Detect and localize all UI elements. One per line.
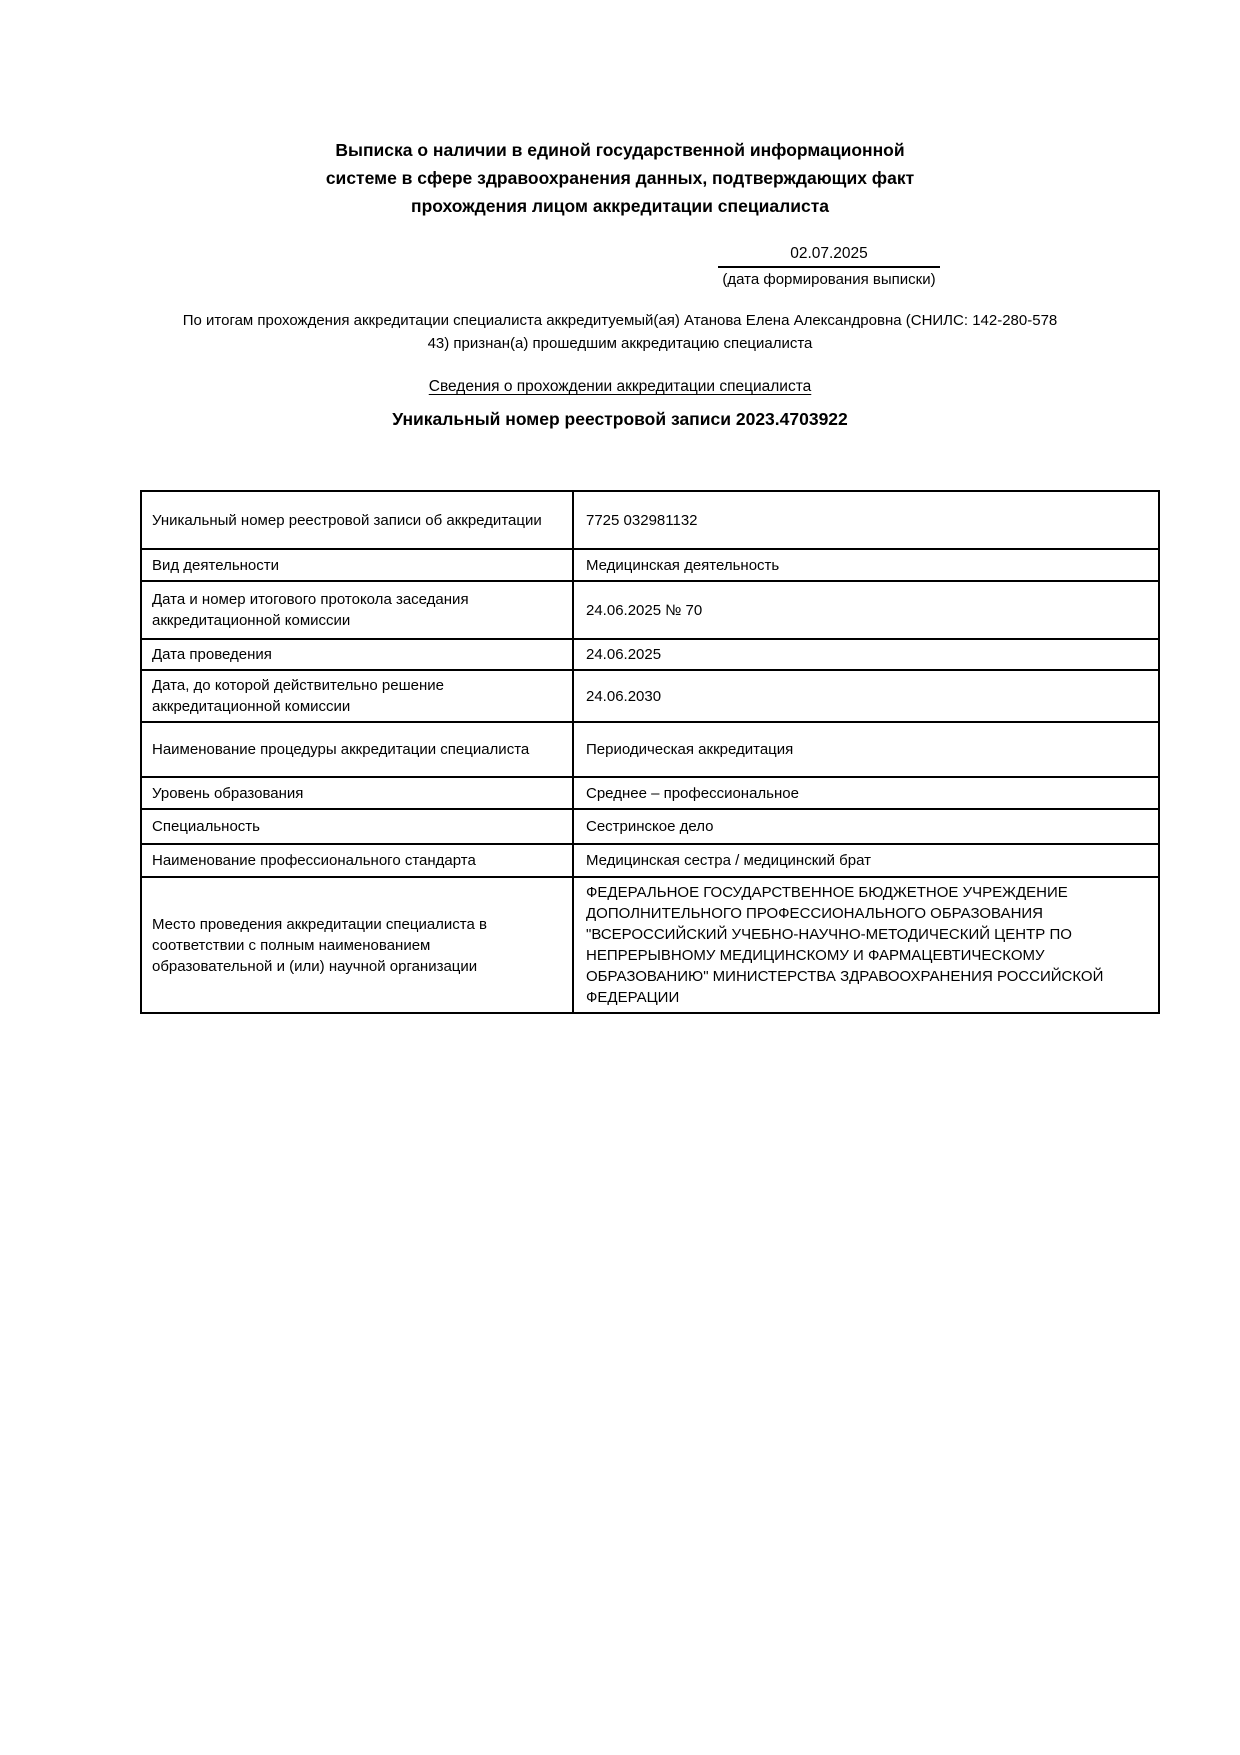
row-label: Вид деятельности xyxy=(141,549,573,581)
row-value: 24.06.2025 № 70 xyxy=(573,581,1159,639)
table-row xyxy=(141,581,1159,639)
table-row xyxy=(141,639,1159,670)
table-row xyxy=(141,809,1159,844)
table-row xyxy=(141,877,1159,1013)
row-label: Дата проведения xyxy=(141,639,573,670)
row-label: Дата, до которой действительно решение аккредитационной комиссии xyxy=(141,670,573,722)
page-title-line: прохождения лицом аккредитации специалиста xyxy=(411,196,829,216)
table-row xyxy=(141,549,1159,581)
issue-date-caption: (дата формирования выписки) xyxy=(722,271,936,288)
section-heading: Сведения о прохождении аккредитации специалиста xyxy=(428,378,812,395)
registry-number-heading: Уникальный номер реестровой записи 2023.4703922 xyxy=(392,409,848,429)
row-value: Периодическая аккредитация xyxy=(573,722,1159,777)
row-value: Среднее – профессиональное xyxy=(573,777,1159,809)
row-label: Дата и номер итогового протокола заседания аккредитационной комиссии xyxy=(141,581,573,639)
table-row xyxy=(141,844,1159,877)
table-row xyxy=(141,777,1159,809)
row-label: Место проведения аккредитации специалиста в соответствии с полным наименованием образовательной и (или) научной организации xyxy=(141,877,573,1013)
accreditation-table xyxy=(140,490,1160,1014)
intro-line: По итогам прохождения аккредитации специалиста аккредитуемый(ая) Атанова Елена Александровна (СНИЛС: 142-280-578 xyxy=(182,312,1058,329)
page-title-line: Выписка о наличии в единой государственной информационной xyxy=(335,140,905,160)
intro-paragraph xyxy=(0,309,1240,355)
row-value: Медицинская сестра / медицинский брат xyxy=(573,844,1159,877)
row-label: Уникальный номер реестровой записи об аккредитации xyxy=(141,491,573,549)
row-label: Наименование процедуры аккредитации специалиста xyxy=(141,722,573,777)
issue-date: 02.07.2025 xyxy=(718,245,940,268)
row-value: 24.06.2025 xyxy=(573,639,1159,670)
intro-line: 43) признан(а) прошедшим аккредитацию специалиста xyxy=(427,335,813,352)
row-label: Специальность xyxy=(141,809,573,844)
table-row xyxy=(141,670,1159,722)
table-row xyxy=(141,491,1159,549)
row-value: 24.06.2030 xyxy=(573,670,1159,722)
row-value: 7725 032981132 xyxy=(573,491,1159,549)
row-value: ФЕДЕРАЛЬНОЕ ГОСУДАРСТВЕННОЕ БЮДЖЕТНОЕ УЧРЕЖДЕНИЕ ДОПОЛНИТЕЛЬНОГО ПРОФЕССИОНАЛЬНОГО ОБРАЗОВАНИЯ "ВСЕРОССИЙСКИЙ УЧЕБНО-НАУЧНО-МЕТОДИЧЕСКИЙ ЦЕНТР ПО НЕПРЕРЫВНОМУ МЕДИЦИНСКОМУ И ФАРМАЦЕВТИЧЕСКОМУ ОБРАЗОВАНИЮ" МИНИСТЕРСТВА ЗДРАВООХРАНЕНИЯ РОССИЙСКОЙ ФЕДЕРАЦИИ xyxy=(573,877,1159,1013)
row-label: Наименование профессионального стандарта xyxy=(141,844,573,877)
table-row xyxy=(141,722,1159,777)
issue-date-block xyxy=(718,245,940,288)
page-title xyxy=(0,136,1240,220)
row-label: Уровень образования xyxy=(141,777,573,809)
row-value: Медицинская деятельность xyxy=(573,549,1159,581)
page-title-line: системе в сфере здравоохранения данных, подтверждающих факт xyxy=(325,168,915,188)
row-value: Сестринское дело xyxy=(573,809,1159,844)
